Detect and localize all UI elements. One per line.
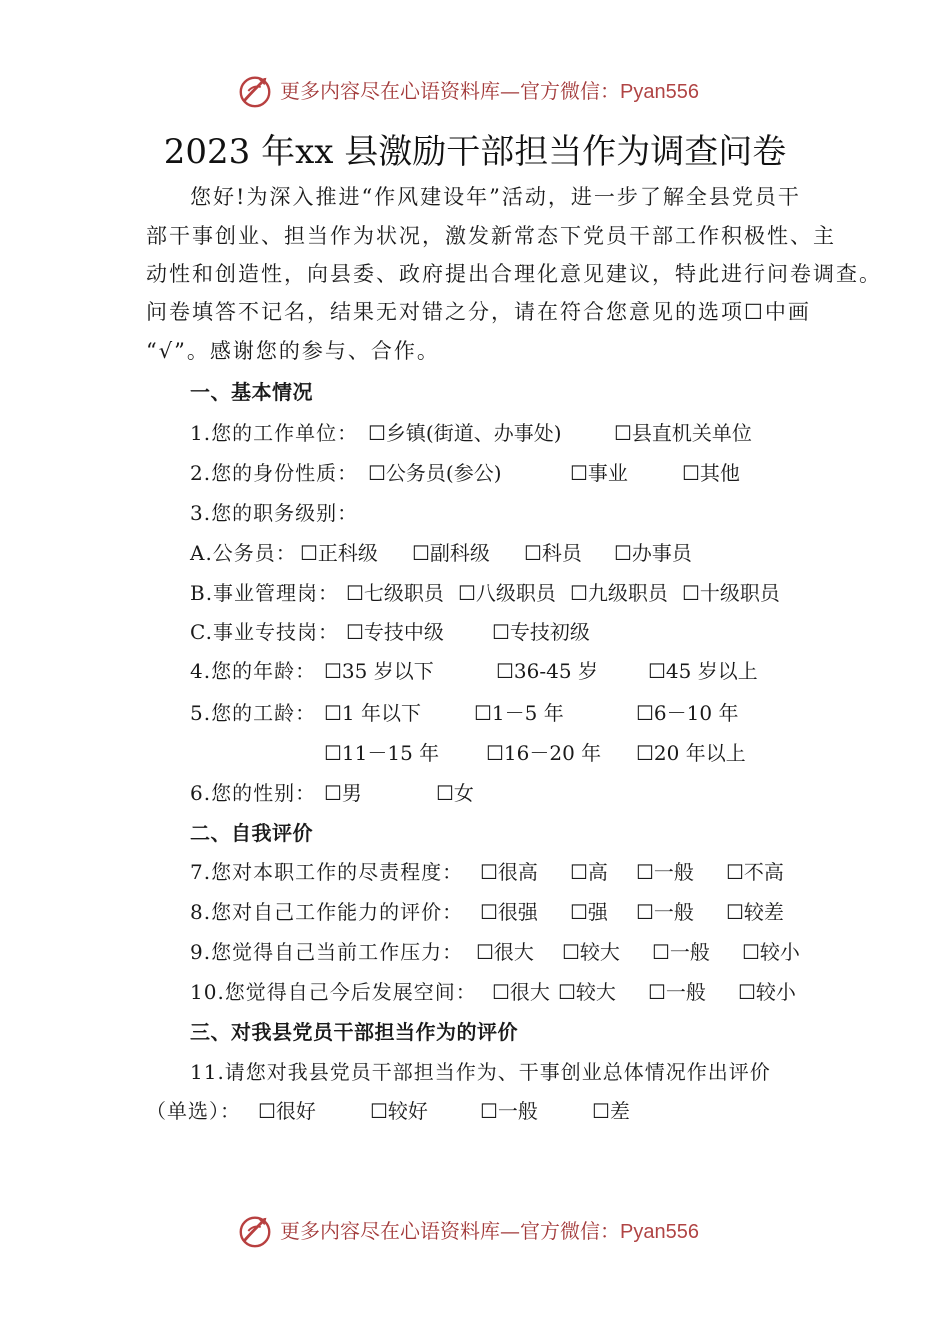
q3b-option-3[interactable]: ☐九级职员 bbox=[570, 581, 668, 605]
q5-option-1[interactable]: ☐1 年以下 bbox=[324, 701, 422, 725]
section-heading-self: 二、自我评价 bbox=[190, 821, 313, 845]
q2-option-civil-servant[interactable]: ☐公务员(参公) bbox=[368, 461, 502, 485]
q10-option-1[interactable]: ☐很大 bbox=[492, 980, 550, 1004]
intro-line-4: 问卷填答不记名，结果无对错之分，请在符合您意见的选项☐中画 bbox=[146, 300, 811, 324]
intro-line-5: “√”。感谢您的参与、合作。 bbox=[146, 339, 440, 363]
q9-label: 9.您觉得自己当前工作压力： bbox=[190, 940, 464, 964]
q3a-label: A.公务员： bbox=[190, 541, 297, 565]
q4-option-1[interactable]: ☐35 岁以下 bbox=[324, 659, 434, 683]
q3c-option-1[interactable]: ☐专技中级 bbox=[346, 620, 444, 644]
q1-option-township[interactable]: ☐乡镇(街道、办事处) bbox=[368, 421, 562, 445]
wechat-id: Pyan556 bbox=[620, 1221, 699, 1243]
q6-option-male[interactable]: ☐男 bbox=[324, 781, 362, 805]
wechat-id: Pyan556 bbox=[620, 81, 699, 103]
q7-label: 7.您对本职工作的尽责程度： bbox=[190, 860, 464, 884]
q8-label: 8.您对自己工作能力的评价： bbox=[190, 900, 464, 924]
q10-option-2[interactable]: ☐较大 bbox=[558, 980, 616, 1004]
q3a-option-2[interactable]: ☐副科级 bbox=[412, 541, 490, 565]
q4-option-3[interactable]: ☐45 岁以上 bbox=[648, 659, 758, 683]
q2-option-institution[interactable]: ☐事业 bbox=[570, 461, 628, 485]
q11-option-3[interactable]: ☐一般 bbox=[480, 1099, 538, 1123]
banner-label: 更多内容尽在心语资料库—官方微信： bbox=[280, 79, 620, 103]
q5-option-6[interactable]: ☐20 年以上 bbox=[636, 741, 746, 765]
q3a-option-1[interactable]: ☐正科级 bbox=[300, 541, 378, 565]
q3a-option-3[interactable]: ☐科员 bbox=[524, 541, 582, 565]
q6-option-female[interactable]: ☐女 bbox=[436, 781, 474, 805]
q5-option-2[interactable]: ☐1－5 年 bbox=[474, 701, 564, 725]
intro-line-2: 部干事创业、担当作为状况，激发新常态下党员干部工作积极性、主 bbox=[146, 224, 836, 248]
q3b-label: B.事业管理岗： bbox=[190, 581, 340, 605]
q5-option-3[interactable]: ☐6－10 年 bbox=[636, 701, 739, 725]
banner-text bbox=[280, 78, 699, 105]
intro-line-3: 动性和创造性，向县委、政府提出合理化意见建议，特此进行问卷调查。 bbox=[146, 262, 882, 286]
q7-option-3[interactable]: ☐一般 bbox=[636, 860, 694, 884]
q9-option-2[interactable]: ☐较大 bbox=[562, 940, 620, 964]
q3-label: 3.您的职务级别： bbox=[190, 501, 359, 525]
q4-option-2[interactable]: ☐36-45 岁 bbox=[496, 659, 598, 683]
q3a-option-4[interactable]: ☐办事员 bbox=[614, 541, 692, 565]
document-title: 2023 年xx 县激励干部担当作为调查问卷 bbox=[163, 132, 787, 172]
q1-label: 1.您的工作单位： bbox=[190, 421, 359, 445]
section-heading-basic: 一、基本情况 bbox=[190, 380, 313, 404]
logo-icon bbox=[236, 1212, 274, 1250]
q3c-option-2[interactable]: ☐专技初级 bbox=[492, 620, 590, 644]
q9-option-3[interactable]: ☐一般 bbox=[652, 940, 710, 964]
q11-option-4[interactable]: ☐差 bbox=[592, 1099, 630, 1123]
q5-label: 5.您的工龄： bbox=[190, 701, 317, 725]
q3b-option-1[interactable]: ☐七级职员 bbox=[346, 581, 444, 605]
q11-label-cont: （单选）： bbox=[146, 1099, 241, 1123]
q1-option-county-agency[interactable]: ☐县直机关单位 bbox=[614, 421, 752, 445]
q5-option-4[interactable]: ☐11－15 年 bbox=[324, 741, 440, 765]
q9-option-1[interactable]: ☐很大 bbox=[476, 940, 534, 964]
q5-option-5[interactable]: ☐16－20 年 bbox=[486, 741, 602, 765]
section-heading-evaluation: 三、对我县党员干部担当作为的评价 bbox=[190, 1020, 518, 1044]
q7-option-1[interactable]: ☐很高 bbox=[480, 860, 538, 884]
q11-label: 11.请您对我县党员干部担当作为、干事创业总体情况作出评价 bbox=[190, 1060, 771, 1084]
bottom-banner bbox=[0, 1210, 950, 1254]
q11-option-2[interactable]: ☐较好 bbox=[370, 1099, 428, 1123]
q6-label: 6.您的性别： bbox=[190, 781, 317, 805]
q2-option-other[interactable]: ☐其他 bbox=[682, 461, 740, 485]
q3b-option-2[interactable]: ☐八级职员 bbox=[458, 581, 556, 605]
logo-icon bbox=[236, 72, 274, 110]
q10-label: 10.您觉得自己今后发展空间： bbox=[190, 980, 477, 1004]
q8-option-3[interactable]: ☐一般 bbox=[636, 900, 694, 924]
q4-label: 4.您的年龄： bbox=[190, 659, 317, 683]
intro-line-1: 您好!为深入推进“作风建设年”活动，进一步了解全县党员干 bbox=[190, 185, 801, 209]
q8-option-4[interactable]: ☐较差 bbox=[726, 900, 784, 924]
q10-option-3[interactable]: ☐一般 bbox=[648, 980, 706, 1004]
banner-label: 更多内容尽在心语资料库—官方微信： bbox=[280, 1219, 620, 1243]
q10-option-4[interactable]: ☐较小 bbox=[738, 980, 796, 1004]
q11-option-1[interactable]: ☐很好 bbox=[258, 1099, 316, 1123]
top-banner bbox=[0, 70, 950, 114]
banner-text bbox=[280, 1218, 699, 1245]
q7-option-2[interactable]: ☐高 bbox=[570, 860, 608, 884]
q2-label: 2.您的身份性质： bbox=[190, 461, 359, 485]
q8-option-1[interactable]: ☐很强 bbox=[480, 900, 538, 924]
q8-option-2[interactable]: ☐强 bbox=[570, 900, 608, 924]
q3c-label: C.事业专技岗： bbox=[190, 620, 339, 644]
q9-option-4[interactable]: ☐较小 bbox=[742, 940, 800, 964]
q7-option-4[interactable]: ☐不高 bbox=[726, 860, 784, 884]
q3b-option-4[interactable]: ☐十级职员 bbox=[682, 581, 780, 605]
